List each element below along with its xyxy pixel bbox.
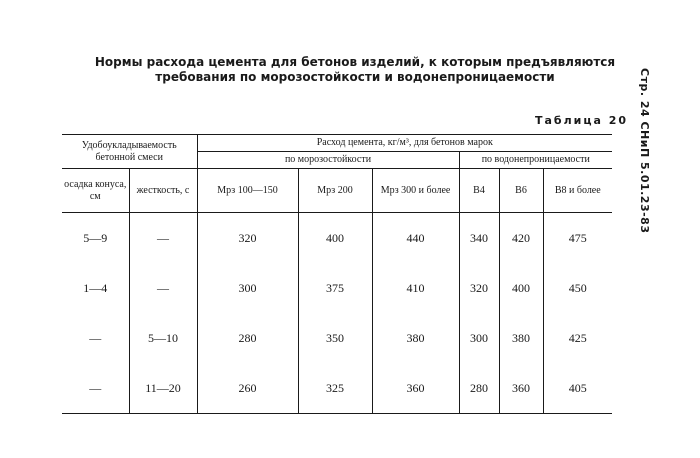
header-frost: по морозостойкости bbox=[197, 152, 459, 169]
header-b6: В6 bbox=[499, 169, 543, 213]
table-row bbox=[62, 363, 612, 414]
cell-mrz2: 325 bbox=[298, 363, 372, 414]
header-mrz-300: Мрз 300 и более bbox=[372, 169, 459, 213]
cell-b4: 340 bbox=[459, 213, 499, 264]
header-mrz-200: Мрз 200 bbox=[298, 169, 372, 213]
cell-mrz1: 300 bbox=[197, 263, 298, 313]
header-slump: осадка конуса, см bbox=[62, 169, 129, 213]
table-row bbox=[62, 263, 612, 313]
cell-slump: — bbox=[62, 313, 129, 363]
cement-norms-table bbox=[62, 134, 612, 414]
header-stiffness: жесткость, с bbox=[129, 169, 197, 213]
cell-mrz1: 320 bbox=[197, 213, 298, 264]
cell-stiffness: 11—20 bbox=[129, 363, 197, 414]
header-workability: Удобоукладываемость бетонной смеси bbox=[62, 135, 197, 169]
cell-b6: 380 bbox=[499, 313, 543, 363]
page-running-header: Стр. 24 СНиП 5.01.23-83 bbox=[638, 68, 651, 234]
header-b4: В4 bbox=[459, 169, 499, 213]
cell-b8: 475 bbox=[568, 230, 587, 245]
cell-slump: — bbox=[62, 363, 129, 414]
cell-mrz3: 360 bbox=[372, 363, 459, 414]
header-consumption: Расход цемента, кг/м³, для бетонов марок bbox=[197, 135, 612, 152]
cell-b6: 400 bbox=[499, 263, 543, 313]
title-line-2: требования по морозостойкости и водонепроницаемости bbox=[155, 70, 555, 84]
cell-b6: 420 bbox=[499, 213, 543, 264]
cell-b4: 320 bbox=[459, 263, 499, 313]
cell-slump: 1—4 bbox=[62, 263, 129, 313]
cell-mrz3: 380 bbox=[372, 313, 459, 363]
header-b8: В8 и более bbox=[543, 169, 612, 213]
header-water: по водонепроницаемости bbox=[459, 152, 612, 169]
cell-stiffness: — bbox=[129, 263, 197, 313]
cell-stiffness: — bbox=[129, 213, 197, 264]
table-number: Таблица 20 bbox=[535, 114, 629, 127]
cell-mrz3: 440 bbox=[372, 213, 459, 264]
cell-stiffness: 5—10 bbox=[129, 313, 197, 363]
cell-mrz2: 400 bbox=[298, 213, 372, 264]
cell-mrz3: 410 bbox=[372, 263, 459, 313]
table-row bbox=[62, 313, 612, 363]
table-title bbox=[90, 55, 620, 85]
cell-b8: 425 bbox=[568, 330, 587, 345]
header-mrz-100-150: Мрз 100—150 bbox=[197, 169, 298, 213]
cell-b8: 405 bbox=[543, 363, 612, 414]
cell-mrz1: 260 bbox=[197, 363, 298, 414]
title-line-1: Нормы расхода цемента для бетонов изделий, к которым предъявляются bbox=[94, 55, 616, 69]
cell-b8: 450 bbox=[568, 280, 587, 295]
cell-b4: 280 bbox=[459, 363, 499, 414]
table-row bbox=[62, 213, 612, 264]
cell-mrz2: 350 bbox=[298, 313, 372, 363]
cell-mrz1: 280 bbox=[197, 313, 298, 363]
cell-b6: 360 bbox=[499, 363, 543, 414]
cell-mrz2: 375 bbox=[298, 263, 372, 313]
cell-b4: 300 bbox=[459, 313, 499, 363]
cell-slump: 5—9 bbox=[62, 213, 129, 264]
